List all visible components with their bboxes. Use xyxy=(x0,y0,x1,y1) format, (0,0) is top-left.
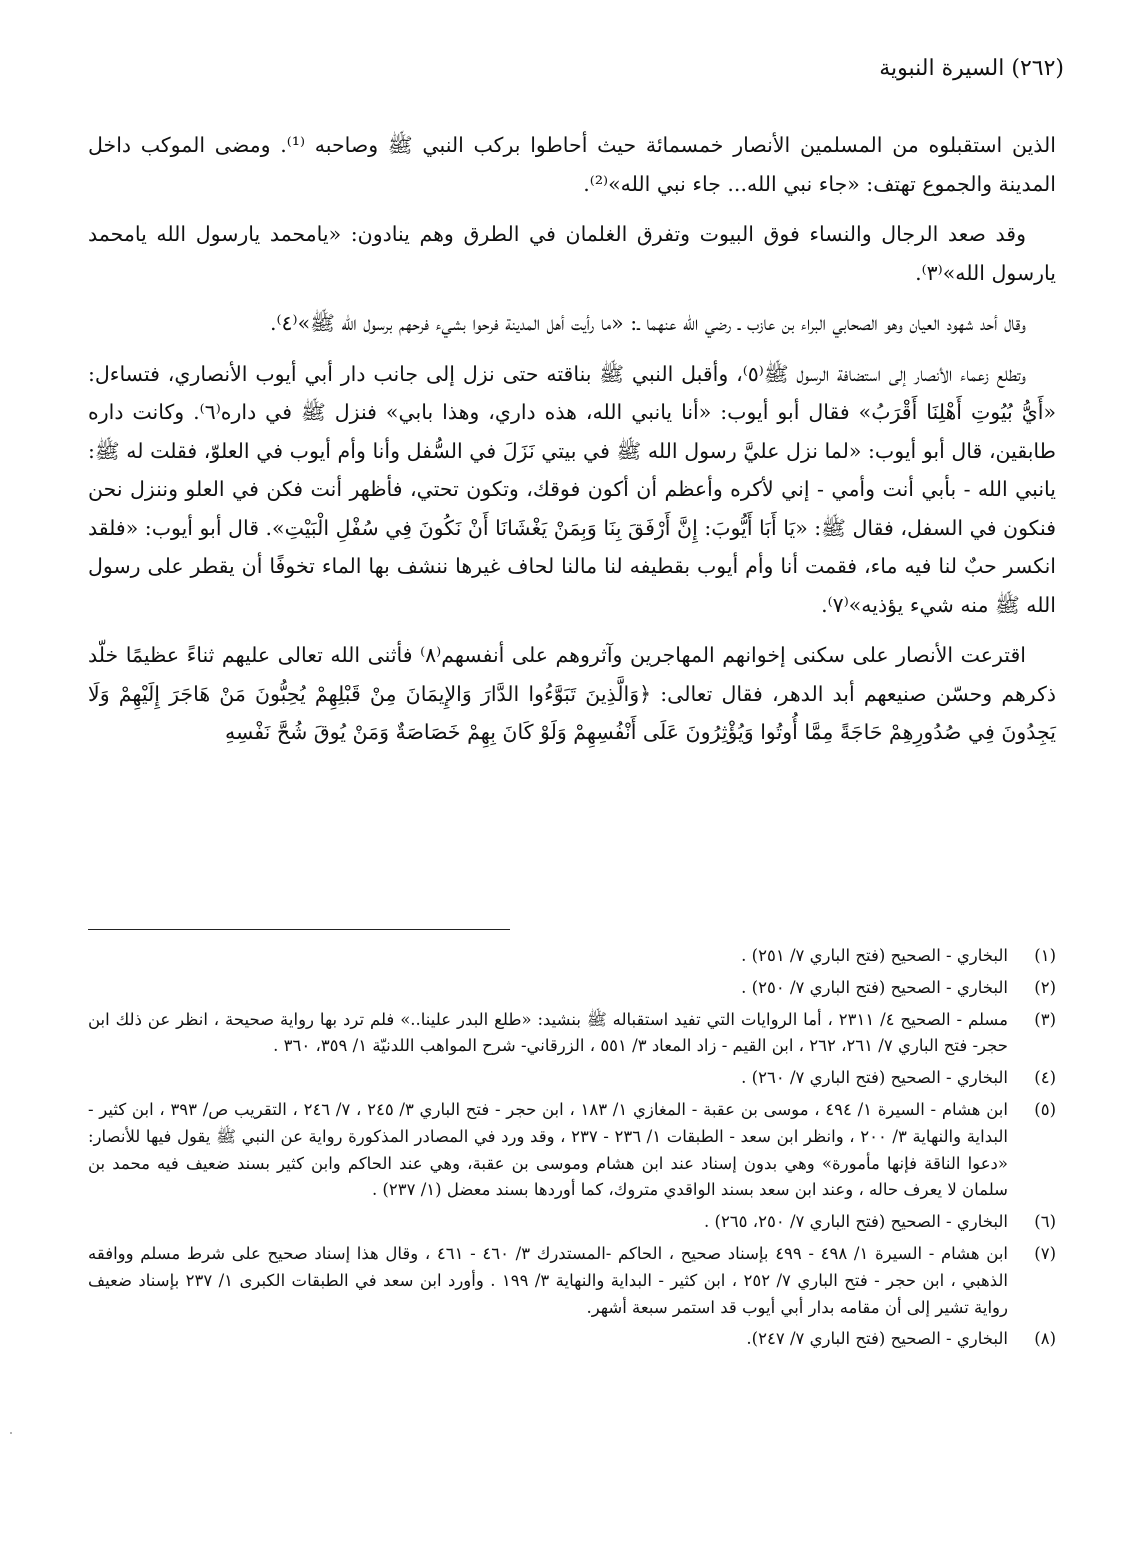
footnotes xyxy=(88,943,1056,1358)
paragraph-2: وقد صعد الرجال والنساء فوق البيوت وتفرق الغلمان في الطرق وهم ينادون: «يامحمد يارسول الله يامحمد يارسول الله»⁽٣⁾. xyxy=(88,222,1056,285)
footnote-text: البخاري - الصحيح (فتح الباري ٧/ ٢٥٠) . xyxy=(741,977,1008,997)
footnote-number: (٢) xyxy=(1034,977,1056,997)
footnote-text: ابن هشام - السيرة ١/ ٤٩٨ - ٤٩٩ بإسناد صحيح ، الحاكم -المستدرك ٣/ ٤٦٠ - ٤٦١ ، وقال هذا إسناد صحيح على شرط مسلم ووافقه الذهبي ، ابن حجر - فتح الباري ٧/ ٢٥٢ ، ابن كثير - البداية والنهاية ٣/ ١٩٩ . وأورد ابن سعد في الطبقات الكبرى ١/ ٢٣٧ بإسناد ضعيف رواية تشير إلى أن مقامه بدار أبي أيوب قد استمر سبعة أشهر. xyxy=(88,1243,1008,1317)
footnote-text: مسلم - الصحيح ٤/ ٢٣١١ ، أما الروايات التي تفيد استقباله ﷺ بنشيد: «طلع البدر علينا..» فلم ترد بها رواية صحيحة ، انظر عن ذلك ابن حجر- فتح الباري ٧/ ٢٦١، ٢٦٢ ، ابن القيم - زاد المعاد ٣/ ٥٥١ ، الزرقاني- شرح المواهب اللدنيّة ١/ ٣٥٩، ٣٦٠ . xyxy=(88,1009,1008,1056)
footnote-text: البخاري - الصحيح (فتح الباري ٧/ ٢٥٠، ٢٦٥) . xyxy=(704,1212,1008,1232)
footnote-number: (١) xyxy=(1034,946,1056,965)
footnote-number: (٦) xyxy=(1034,1212,1056,1232)
footnote xyxy=(88,1065,1056,1092)
main-text xyxy=(88,126,1056,764)
paragraph-3: وقال أحد شهود العيان وهو الصحابي البراء بن عازب ـ رضي الله عنهما ـ: «ما رأيت أهل المدينة فرحوا بشيء فرحهم برسول الله ﷺ»⁽٤⁾. xyxy=(269,311,1026,335)
footnote-text: البخاري - الصحيح (فتح الباري ٧/ ٢٦٠) . xyxy=(741,1068,1008,1088)
footnote-text: ابن هشام - السيرة ١/ ٤٩٤ ، موسى بن عقبة - المغازي ١/ ١٨٣ ، ابن حجر - فتح الباري ٣/ ٢٤٥ ، ٧/ ٢٤٦ ، التقريب ص/ ٣٩٣ ، ابن كثير - البداية والنهاية ٣/ ٢٠٠ ، وانظر ابن سعد - الطبقات ١/ ٢٣٦ - ٢٣٧ ، وقد ورد في المصادر المذكورة رواية عن النبي ﷺ يقول فيها للأنصار: «دعوا الناقة فإنها مأمورة» وهي بدون إسناد عند ابن هشام وموسى بن عقبة، وهي عند الحاكم وابن كثير بسند ضعيف فيه محمد بن سلمان لا يعرف حاله ، وعند ابن سعد بسند الواقدي متروك، كما أوردها بسند معضل (١/ ٢٣٧) . xyxy=(88,1099,1008,1200)
footnote xyxy=(88,943,1056,970)
paragraph-1: الذين استقبلوه من المسلمين الأنصار خمسمائة حيث أحاطوا بركب النبي ﷺ وصاحبه ⁽¹⁾. ومضى الموكب داخل المدينة والجموع تهتف: «جاء نبي الله... جاء نبي الله»⁽²⁾. xyxy=(88,133,1056,196)
footnote-number: (٨) xyxy=(1034,1329,1056,1349)
paragraph-5: اقترعت الأنصار على سكنى إخوانهم المهاجرين وآثروهم على أنفسهم⁽٨⁾ فأثنى الله تعالى عليهم ثناءً عظيمًا خلّد ذكرهم وحسّن صنيعهم أبد الدهر، فقال تعالى: ﴿وَالَّذِينَ تَبَوَّءُوا الدَّارَ وَالإِيمَانَ مِنْ قَبْلِهِمْ يُحِبُّونَ مَنْ هَاجَرَ إِلَيْهِمْ وَلَا يَجِدُونَ فِي صُدُورِهِمْ حَاجَةً مِمَّا أُوتُوا وَيُؤْثِرُونَ عَلَى أَنْفُسِهِمْ وَلَوْ كَانَ بِهِمْ خَصَاصَةٌ وَمَنْ يُوقَ شُحَّ نَفْسِهِ xyxy=(88,643,1056,744)
footnote xyxy=(88,1097,1056,1204)
footnote xyxy=(88,1209,1056,1236)
footnote-text: البخاري - الصحيح (فتح الباري ٧/ ٢٤٧). xyxy=(746,1329,1008,1349)
footnote xyxy=(88,1241,1056,1321)
footnote xyxy=(88,1326,1056,1353)
footnote-number: (٥) xyxy=(1034,1099,1056,1119)
footnote-number: (٤) xyxy=(1034,1068,1056,1088)
footnote-number: (٧) xyxy=(1034,1243,1056,1263)
footnote-text: البخاري - الصحيح (فتح الباري ٧/ ٢٥١) . xyxy=(741,946,1008,965)
paragraph-4: وتطلع زعماء الأنصار إلى استضافة الرسول ﷺ⁽٥⁾، وأقبل النبي ﷺ بناقته حتى نزل إلى جانب دار أبي أيوب الأنصاري، فتساءل: «أَيُّ بُيُوتِ أَهْلِنَا أَقْرَبُ» فقال أبو أيوب: «أنا يانبي الله، هذه داري، وهذا بابي» فنزل ﷺ في داره⁽٦⁾. وكانت داره طابقين، قال أبو أيوب: «لما نزل عليَّ رسول الله ﷺ في بيتي نَزَلَ في السُّفل وأنا وأم أيوب في العلوّ، فقلت له ﷺ: يانبي الله - بأبي أنت وأمي - إني لأكره وأعظم أن أكون فوقك، وتكون تحتي، فأظهر أنت فكن في العلو وننزل نحن فنكون في السفل، فقال ﷺ: «يَا أَبَا أَيُّوبَ: إِنَّ أَرْفَقَ بِنَا وَبِمَنْ يَغْشَانَا أَنْ نَكُونَ فِي سُفْلِ الْبَيْتِ». قال أبو أيوب: «فلقد انكسر حبٌ لنا فيه ماء، فقمت أنا وأم أيوب بقطيفه لنا مالنا لحاف غيرها ننشف بها الماء تخوفًا أن يقطر على رسول الله ﷺ منه شيء يؤذيه»⁽٧⁾. xyxy=(88,361,1056,617)
footnote xyxy=(88,975,1056,1002)
footnote-divider xyxy=(88,929,510,930)
running-header: (٢٦٢) السيرة النبوية xyxy=(879,56,1064,81)
footnote xyxy=(88,1007,1056,1061)
footnote-number: (٣) xyxy=(1034,1009,1056,1029)
scan-speck xyxy=(10,1432,12,1434)
